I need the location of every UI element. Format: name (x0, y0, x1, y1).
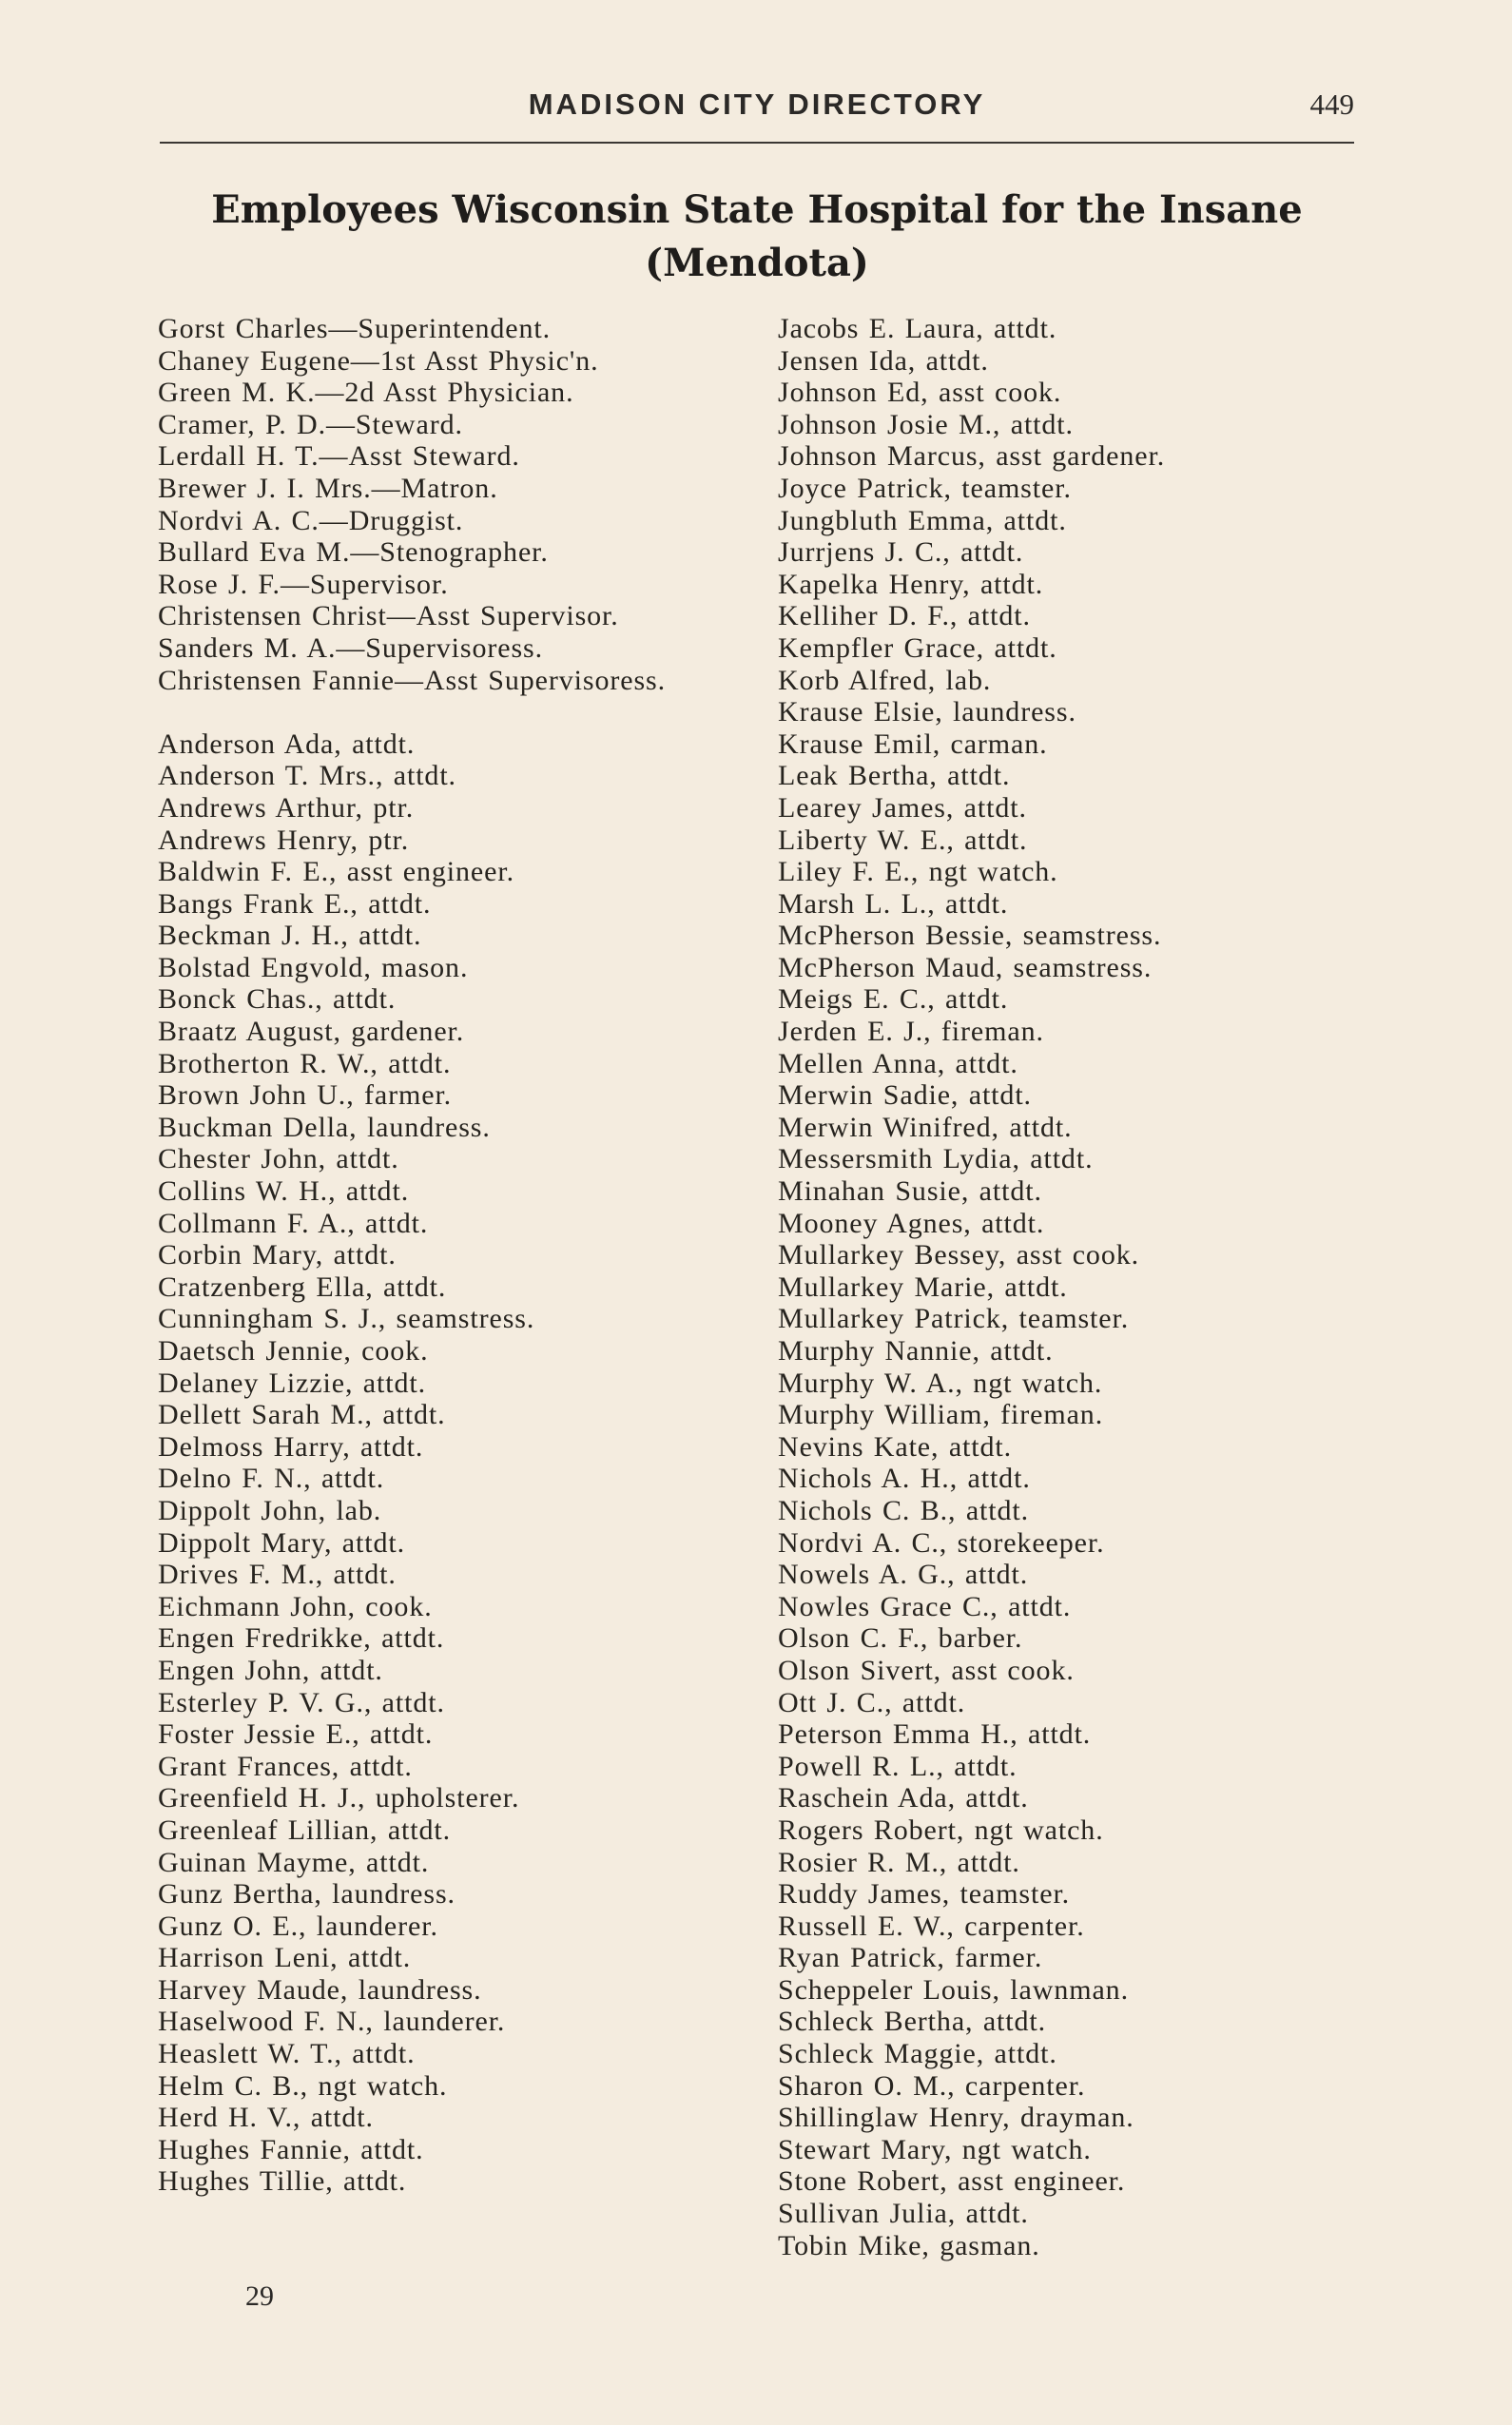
list-item: Raschein Ada, attdt. (778, 1782, 1029, 1814)
list-item: Merwin Sadie, attdt. (778, 1079, 1032, 1112)
list-item: Murphy William, fireman. (778, 1399, 1104, 1431)
list-item: Scheppeler Louis, lawnman. (778, 1973, 1129, 2006)
list-item: Grant Frances, attdt. (158, 1750, 413, 1782)
list-item: Mullarkey Patrick, teamster. (778, 1303, 1130, 1335)
list-item: Bolstad Engvold, mason. (158, 951, 469, 983)
list-item: Bonck Chas., attdt. (158, 983, 397, 1016)
list-item: Corbin Mary, attdt. (158, 1239, 397, 1271)
list-item: Mullarkey Bessey, asst cook. (778, 1239, 1140, 1271)
list-item: Rogers Robert, ngt watch. (778, 1814, 1104, 1846)
list-item: Hughes Tillie, attdt. (158, 2165, 407, 2198)
list-item: Murphy W. A., ngt watch. (778, 1367, 1103, 1399)
list-item: Herd H. V., attdt. (158, 2102, 374, 2134)
list-item: Dellett Sarah M., attdt. (158, 1399, 446, 1431)
list-item: Gunz O. E., launderer. (158, 1910, 438, 1942)
list-item: Peterson Emma H., attdt. (778, 1718, 1092, 1751)
list-item: Jerden E. J., fireman. (778, 1016, 1044, 1048)
signature-mark: 29 (245, 2280, 274, 2312)
list-item: Olson Sivert, asst cook. (778, 1654, 1075, 1686)
list-item: Stone Robert, asst engineer. (778, 2165, 1126, 2198)
list-item: Cratzenberg Ella, attdt. (158, 1271, 447, 1303)
list-item: Tobin Mike, gasman. (778, 2229, 1040, 2261)
list-item: Murphy Nannie, attdt. (778, 1335, 1054, 1367)
list-item: Nichols C. B., attdt. (778, 1494, 1030, 1526)
list-item: Buckman Della, laundress. (158, 1111, 491, 1143)
list-item: Brotherton R. W., attdt. (158, 1047, 452, 1079)
header-rule (160, 142, 1354, 144)
list-item: Marsh L. L., attdt. (778, 887, 1009, 920)
list-item: Delaney Lizzie, attdt. (158, 1367, 427, 1399)
list-item: McPherson Maud, seamstress. (778, 951, 1153, 983)
list-item: Nevins Kate, attdt. (778, 1430, 1013, 1463)
page-number: 449 (1309, 87, 1354, 121)
list-item: Schleck Maggie, attdt. (778, 2038, 1057, 2070)
list-item: Sanders M. A.—Supervisoress. (158, 631, 544, 664)
list-item: Shillinglaw Henry, drayman. (778, 2102, 1134, 2134)
list-item: Liberty W. E., attdt. (778, 824, 1028, 856)
list-item: Nordvi A. C., storekeeper. (778, 1526, 1105, 1559)
list-item: Merwin Winifred, attdt. (778, 1111, 1073, 1143)
list-item: Delmoss Harry, attdt. (158, 1430, 424, 1463)
list-item: Stewart Mary, ngt watch. (778, 2133, 1092, 2165)
list-item: Harrison Leni, attdt. (158, 1942, 412, 1974)
list-item: Sharon O. M., carpenter. (778, 2069, 1086, 2102)
section-title-line-2: (Mendota) (645, 241, 869, 285)
list-item: Greenleaf Lillian, attdt. (158, 1814, 452, 1846)
list-item: Gorst Charles—Superintendent. (158, 313, 552, 344)
list-item: Chester John, attdt. (158, 1143, 399, 1175)
list-item: Brewer J. I. Mrs.—Matron. (158, 472, 498, 504)
list-item: Collmann F. A., attdt. (158, 1207, 429, 1239)
list-item: Powell R. L., attdt. (778, 1750, 1018, 1782)
list-item: Liley F. E., ngt watch. (778, 856, 1058, 888)
list-item: Hughes Fannie, attdt. (158, 2133, 424, 2165)
list-item: Rosier R. M., attdt. (778, 1846, 1020, 1878)
list-item: Jungbluth Emma, attdt. (778, 504, 1067, 536)
list-item: Green M. K.—2d Asst Physician. (158, 377, 574, 409)
list-item: Brown John U., farmer. (158, 1079, 453, 1112)
list-item: Nowels A. G., attdt. (778, 1559, 1029, 1591)
list-item: Dippolt John, lab. (158, 1494, 382, 1526)
list-item: Christensen Christ—Asst Supervisor. (158, 600, 619, 632)
list-item: Eichmann John, cook. (158, 1590, 433, 1622)
list-item: McPherson Bessie, seamstress. (778, 920, 1162, 952)
list-item: Jurrjens J. C., attdt. (778, 536, 1024, 569)
list-item: Harvey Maude, laundress. (158, 1973, 482, 2006)
list-item: Olson C. F., barber. (778, 1622, 1023, 1655)
list-item: Nowles Grace C., attdt. (778, 1590, 1072, 1622)
list-item: Dippolt Mary, attdt. (158, 1526, 406, 1559)
list-item: Ryan Patrick, farmer. (778, 1942, 1043, 1974)
list-item: Daetsch Jennie, cook. (158, 1335, 429, 1367)
list-item: Beckman J. H., attdt. (158, 920, 422, 952)
list-item: Minahan Susie, attdt. (778, 1175, 1042, 1208)
list-item: Cunningham S. J., seamstress. (158, 1303, 535, 1335)
list-item: Nichols A. H., attdt. (778, 1463, 1031, 1495)
list-item: Haselwood F. N., launderer. (158, 2006, 506, 2038)
right-column (778, 313, 1348, 2261)
list-item: Gunz Bertha, laundress. (158, 1878, 456, 1911)
employee-list-right (778, 313, 1348, 2261)
list-item: Greenfield H. J., upholsterer. (158, 1782, 520, 1814)
list-item: Kelliher D. F., attdt. (778, 600, 1031, 632)
list-item: Johnson Ed, asst cook. (778, 377, 1062, 409)
list-item: Jacobs E. Laura, attdt. (778, 313, 1057, 344)
list-item: Bullard Eva M.—Stenographer. (158, 536, 549, 569)
section-gap (158, 696, 732, 728)
list-item: Bangs Frank E., attdt. (158, 887, 432, 920)
list-item: Mellen Anna, attdt. (778, 1047, 1018, 1079)
left-column (158, 313, 732, 2198)
employee-list-left (158, 728, 732, 2198)
list-item: Esterley P. V. G., attdt. (158, 1686, 445, 1718)
list-item: Anderson Ada, attdt. (158, 728, 416, 760)
list-item: Anderson T. Mrs., attdt. (158, 760, 456, 792)
list-item: Collins W. H., attdt. (158, 1175, 410, 1208)
list-item: Heaslett W. T., attdt. (158, 2038, 416, 2070)
list-item: Leak Bertha, attdt. (778, 760, 1011, 792)
list-item: Rose J. F.—Supervisor. (158, 568, 449, 600)
list-item: Engen Fredrikke, attdt. (158, 1622, 445, 1655)
list-item: Sullivan Julia, attdt. (778, 2198, 1029, 2230)
list-item: Delno F. N., attdt. (158, 1463, 385, 1495)
list-item: Learey James, attdt. (778, 791, 1027, 824)
list-item: Chaney Eugene—1st Asst Physic'n. (158, 344, 599, 377)
list-item: Baldwin F. E., asst engineer. (158, 856, 514, 888)
list-item: Lerdall H. T.—Asst Steward. (158, 440, 520, 473)
list-item: Schleck Bertha, attdt. (778, 2006, 1047, 2038)
list-item: Mullarkey Marie, attdt. (778, 1271, 1068, 1303)
list-item: Drives F. M., attdt. (158, 1559, 397, 1591)
list-item: Helm C. B., ngt watch. (158, 2069, 448, 2102)
list-item: Jensen Ida, attdt. (778, 344, 989, 377)
list-item: Ruddy James, teamster. (778, 1878, 1071, 1911)
list-item: Cramer, P. D.—Steward. (158, 408, 463, 440)
list-item: Christensen Fannie—Asst Supervisoress. (158, 664, 667, 696)
list-item: Russell E. W., carpenter. (778, 1910, 1085, 1942)
list-item: Messersmith Lydia, attdt. (778, 1143, 1094, 1175)
running-title: MADISON CITY DIRECTORY (528, 87, 986, 121)
list-item: Korb Alfred, lab. (778, 664, 992, 696)
list-item: Nordvi A. C.—Druggist. (158, 504, 464, 536)
section-title (160, 184, 1354, 290)
list-item: Johnson Josie M., attdt. (778, 408, 1074, 440)
list-item: Krause Emil, carman. (778, 728, 1048, 760)
list-item: Mooney Agnes, attdt. (778, 1207, 1045, 1239)
section-title-line-1: Employees Wisconsin State Hospital for the Insane (211, 187, 1303, 232)
list-item: Joyce Patrick, teamster. (778, 472, 1072, 504)
list-item: Ott J. C., attdt. (778, 1686, 966, 1718)
list-item: Kempfler Grace, attdt. (778, 631, 1057, 664)
list-item: Engen John, attdt. (158, 1654, 383, 1686)
list-item: Johnson Marcus, asst gardener. (778, 440, 1166, 473)
list-item: Meigs E. C., attdt. (778, 983, 1009, 1016)
officers-list (158, 313, 732, 696)
list-item: Krause Elsie, laundress. (778, 696, 1076, 728)
list-item: Guinan Mayme, attdt. (158, 1846, 430, 1878)
list-item: Andrews Henry, ptr. (158, 824, 410, 856)
page-header (160, 87, 1354, 133)
list-item: Foster Jessie E., attdt. (158, 1718, 434, 1751)
list-item: Kapelka Henry, attdt. (778, 568, 1044, 600)
list-item: Andrews Arthur, ptr. (158, 791, 415, 824)
list-item: Braatz August, gardener. (158, 1016, 465, 1048)
